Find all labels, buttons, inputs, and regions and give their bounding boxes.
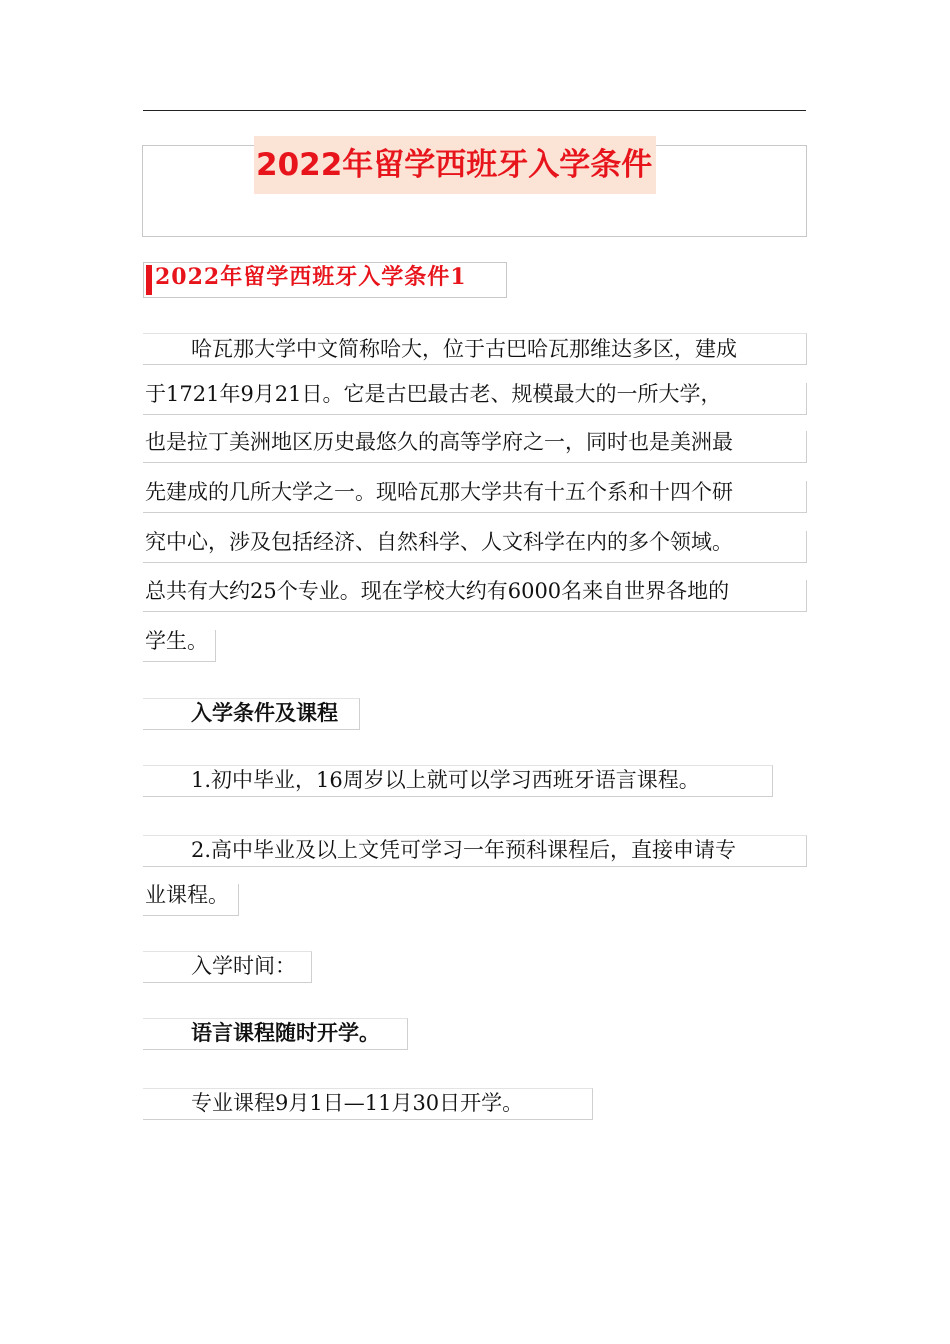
paragraph-line-text: 于1721年9月21日。它是古巴最古老、规模最大的一所大学， <box>145 382 722 406</box>
subheading-courses: 入学条件及课程 <box>191 701 338 725</box>
paragraph-line <box>143 531 807 563</box>
major-course-box <box>143 1088 593 1120</box>
paragraph-line <box>143 481 807 513</box>
major-course-note: 专业课程9月1日—11月30日开学。 <box>191 1091 524 1115</box>
admission-time-label: 入学时间： <box>191 954 296 978</box>
subheading-courses-box <box>143 698 360 730</box>
paragraph-line-text: 先建成的几所大学之一。现哈瓦那大学共有十五个系和十四个研 <box>145 480 733 504</box>
paragraph-line-text: 哈瓦那大学中文简称哈大，位于古巴哈瓦那维达多区，建成 <box>191 337 737 361</box>
paragraph-line <box>143 431 807 463</box>
paragraph-line-text: 学生。 <box>145 629 208 653</box>
list-item-continuation <box>143 884 239 916</box>
paragraph-line <box>143 580 807 612</box>
language-course-box <box>143 1018 408 1050</box>
list-item <box>143 835 807 867</box>
list-item <box>143 765 773 797</box>
heading-marker <box>146 265 152 295</box>
paragraph-line-text: 总共有大约25个专业。现在学校大约有6000名来自世界各地的 <box>145 579 730 603</box>
top-rule <box>143 110 806 111</box>
list-item-text: 1.初中毕业，16周岁以上就可以学习西班牙语言课程。 <box>191 768 700 792</box>
paragraph-line-text: 也是拉丁美洲地区历史最悠久的高等学府之一，同时也是美洲最 <box>145 430 733 454</box>
list-item-text: 业课程。 <box>145 883 229 907</box>
language-course-note: 语言课程随时开学。 <box>191 1021 380 1045</box>
paragraph-line-text: 究中心，涉及包括经济、自然科学、人文科学在内的多个领域。 <box>145 530 733 554</box>
document-title: 2022年留学西班牙入学条件 <box>254 136 656 194</box>
section-heading: 2022年留学西班牙入学条件1 <box>155 264 467 290</box>
paragraph-line <box>143 630 216 662</box>
admission-time-box <box>143 951 312 983</box>
paragraph-line <box>143 383 807 415</box>
list-item-text: 2.高中毕业及以上文凭可学习一年预科课程后，直接申请专 <box>191 838 737 862</box>
paragraph-line <box>143 333 807 365</box>
